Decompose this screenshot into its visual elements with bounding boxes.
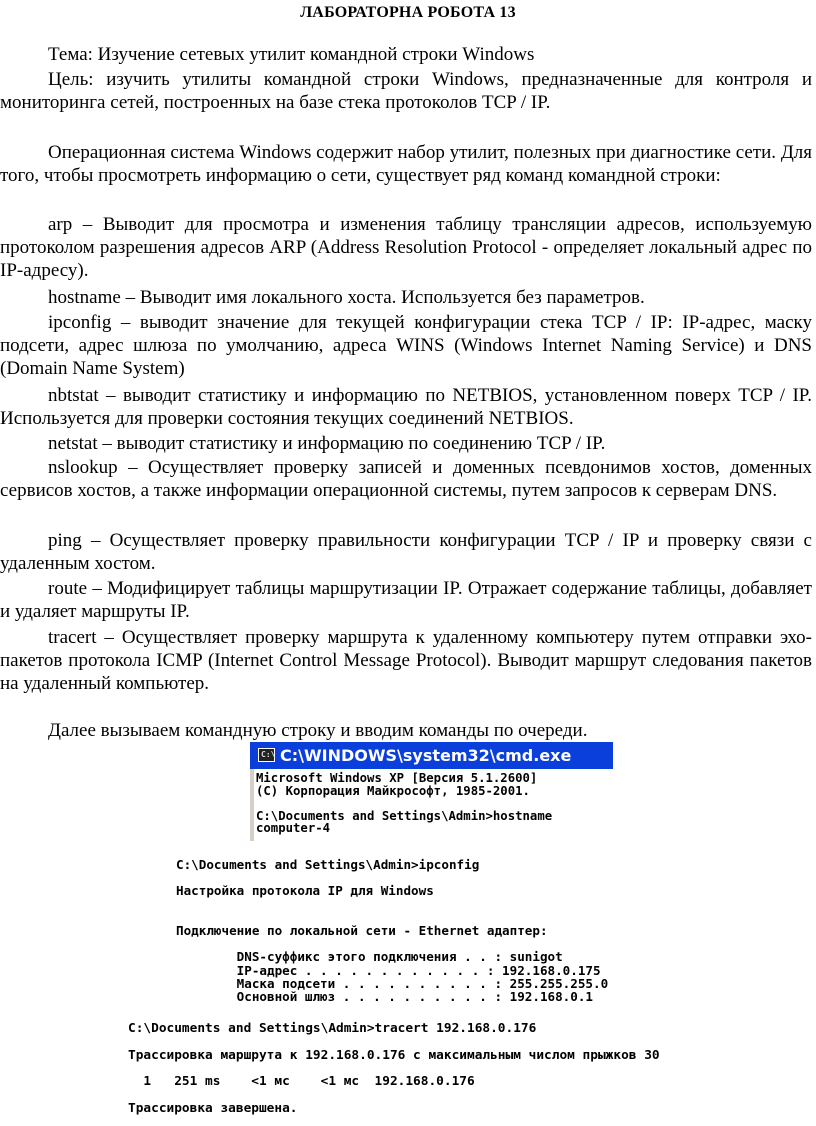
paragraph-topic: Тема: Изучение сетевых утилит командной строки Windows bbox=[48, 44, 535, 65]
paragraph-ping: ping – Осуществляет проверку правильности конфигурации TCP / IP и проверку связи с удаленным хостом. bbox=[0, 530, 812, 574]
paragraph-netstat: netstat – выводит статистику и информацию по соединению TCP / IP. bbox=[48, 433, 606, 454]
console-text: C:\Documents and Settings\Admin>tracert 192.168.0.176 Трассировка маршрута к 192.168.0.176 с максимальным числом прыжков 30 1 251 ms <1 мс <1 мс 192.168.0.176 Трассировка завершена. bbox=[128, 1021, 660, 1116]
paragraph-next: Далее вызываем командную строку и вводим команды по очереди. bbox=[48, 720, 588, 741]
console-text: C:\Documents and Settings\Admin>ipconfig Настройка протокола IP для Windows Подключение по локальной сети - Ethernet адаптер: DNS-суффикс этого подключения . . : sunigot IP-адрес . . . . . . . . . . . . : 192.168.0.175 Маска подсети . . . . . . . . . . : 255.255.255.0 Основной шлюз . . . . . . . . . . : 192.168.0.1 bbox=[176, 857, 609, 1005]
console-text: Microsoft Windows XP [Версия 5.1.2600] (С) Корпорация Майкрософт, 1985-2001. C:\Documents and Settings\Admin>hostname computer-4 bbox=[256, 771, 553, 835]
paragraph-route: route – Модифицирует таблицы маршрутизации IP. Отражает содержание таблицы, добавляет и удаляет маршруты IP. bbox=[0, 578, 812, 622]
paragraph-arp: arp – Выводит для просмотра и изменения таблицу трансляции адресов, используемую протоколом разрешения адресов ARP (Address Resolution Protocol - определяет локальный адрес по IP-адресу). bbox=[0, 214, 812, 281]
paragraph-hostname: hostname – Выводит имя локального хоста. Используется без параметров. bbox=[48, 287, 645, 308]
console-output-ipconfig bbox=[176, 858, 706, 1003]
console-output-hostname bbox=[256, 772, 616, 835]
paragraph-nslookup: nslookup – Осуществляет проверку записей и доменных псевдонимов хостов, доменных сервисов хостов, а также информации операционной системы, путем запросов к серверам DNS. bbox=[0, 457, 812, 501]
console-icon-label: C:\ bbox=[261, 750, 276, 759]
cmd-window-border bbox=[250, 769, 254, 841]
paragraph-intro: Операционная система Windows содержит набор утилит, полезных при диагностике сети. Для того, чтобы просмотреть информацию о сети, существует ряд команд командной строки: bbox=[0, 142, 812, 186]
console-icon bbox=[258, 748, 275, 762]
paragraph-ipconfig: ipconfig – выводит значение для текущей конфигурации стека TCP / IP: IP-адрес, маску подсети, адрес шлюза по умолчанию, адреса WINS (Windows Internet Naming Service) и DNS (Domain Name System) bbox=[0, 312, 812, 379]
paragraph-goal: Цель: изучить утилиты командной строки Windows, предназначенные для контроля и мониторинга сетей, построенных на базе стека протоколов TCP / IP. bbox=[0, 69, 812, 113]
cmd-window-titlebar[interactable] bbox=[250, 742, 613, 769]
console-output-tracert bbox=[128, 1022, 748, 1115]
cmd-window-title: C:\WINDOWS\system32\cmd.exe bbox=[280, 746, 572, 765]
page-title: ЛАБОРАТОРНА РОБОТА 13 bbox=[300, 4, 516, 21]
paragraph-nbtstat: nbtstat – выводит статистику и информацию по NETBIOS, установленном поверх TCP / IP. Используется для проверки состояния текущих соединений NETBIOS. bbox=[0, 385, 812, 429]
paragraph-tracert: tracert – Осуществляет проверку маршрута к удаленному компьютеру путем отправки эхо-пакетов протокола ICMP (Internet Control Message Protocol). Выводит маршрут следования пакетов на удаленный компьютер. bbox=[0, 627, 812, 694]
